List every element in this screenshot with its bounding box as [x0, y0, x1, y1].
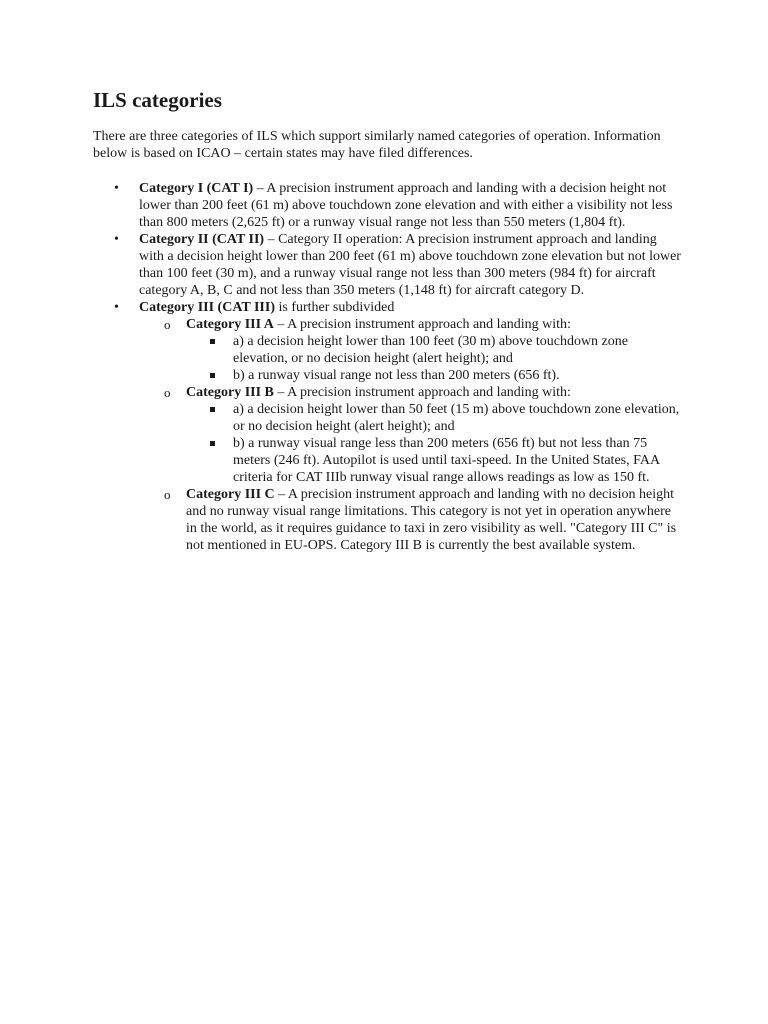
subcategory-heading: Category III C: [186, 487, 275, 502]
requirement-item: [186, 435, 683, 486]
sub-bullet-marker: o: [164, 385, 171, 400]
list-item-cat-iii: [93, 299, 683, 554]
square-bullet-icon: [210, 407, 215, 412]
requirement-text: b) a runway visual range less than 200 meters (656 ft) but not less than 75 meters (246 ft). Autopilot is used until taxi-speed. In the United States, FAA criteria for CAT IIIb runway visual range allows readings as low as 150 ft.: [233, 436, 660, 485]
list-item-cat-iii-a: [139, 316, 683, 384]
list-item-cat-ii: [93, 231, 683, 299]
document-page: [93, 86, 683, 554]
subcategory-heading: Category III A: [186, 317, 274, 332]
requirement-list: [186, 333, 683, 384]
category-text: – A precision instrument approach and landing with a decision height not lower than 200 feet (61 m) above touchdown zone elevation and with either a visibility not less than 800 meters (2,625 ft) or a runway visual range not less than 550 meters (1,804 ft).: [139, 181, 673, 230]
subcategory-heading: Category III B: [186, 385, 274, 400]
subcategory-text: – A precision instrument approach and landing with:: [273, 385, 571, 400]
category-heading: Category II (CAT II): [139, 232, 265, 247]
page-title: ILS categories: [93, 88, 222, 112]
category-list: [93, 180, 683, 554]
square-bullet-icon: [210, 339, 215, 344]
subcategory-text: – A precision instrument approach and landing with:: [273, 317, 571, 332]
bullet-marker: •: [114, 300, 119, 315]
requirement-text: a) a decision height lower than 100 feet (30 m) above touchdown zone elevation, or no decision height (alert height); and: [233, 334, 628, 366]
bullet-marker: •: [114, 181, 119, 196]
sub-bullet-marker: o: [164, 317, 171, 332]
requirement-list: [186, 401, 683, 486]
list-item-cat-i: [93, 180, 683, 231]
requirement-text: a) a decision height lower than 50 feet (15 m) above touchdown zone elevation, or no decision height (alert height); and: [233, 402, 680, 434]
square-bullet-icon: [210, 373, 215, 378]
category-text: – Category II operation: A precision instrument approach and landing with a decision height lower than 200 feet (61 m) above touchdown zone elevation but not lower than 100 feet (30 m), and a runway visual range not less than 300 meters (984 ft) for aircraft category A, B, C and not less than 350 meters (1,148 ft) for aircraft category D.: [139, 232, 681, 298]
list-item-cat-iii-b: [139, 384, 683, 486]
category-text: is further subdivided: [274, 300, 395, 315]
bullet-marker: •: [114, 232, 119, 247]
subcategory-text: – A precision instrument approach and landing with no decision height and no runway visual range limitations. This category is not yet in operation anywhere in the world, as it requires guidance to taxi in zero visibility as well. "Category III C" is not mentioned in EU-OPS. Category III B is currently the best available system.: [186, 487, 677, 553]
requirement-item: [186, 333, 683, 367]
intro-paragraph: There are three categories of ILS which support similarly named categories of operation. Information below is based on ICAO – certain states may have filed differences.: [93, 129, 661, 161]
subcategory-list: [139, 316, 683, 554]
category-heading: Category III (CAT III): [139, 300, 275, 315]
list-item-cat-iii-c: [139, 486, 683, 554]
category-heading: Category I (CAT I): [139, 181, 254, 196]
requirement-item: [186, 367, 683, 384]
requirement-text: b) a runway visual range not less than 200 meters (656 ft).: [233, 368, 560, 383]
square-bullet-icon: [210, 441, 215, 446]
sub-bullet-marker: o: [164, 487, 171, 502]
requirement-item: [186, 401, 683, 435]
